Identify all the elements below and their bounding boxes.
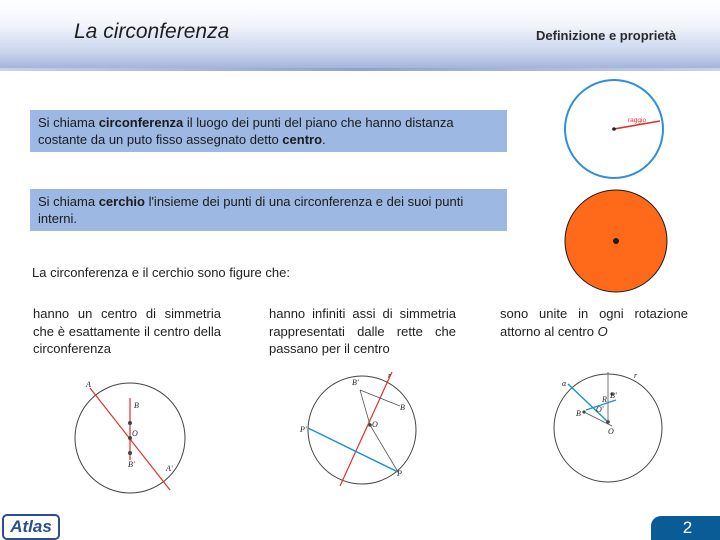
def-text: l'insieme dei punti di una circonferenza e dei suoi punti interni.: [38, 194, 464, 226]
atlas-logo: Atlas: [2, 514, 60, 540]
axes-symmetry-diagram: [300, 370, 420, 490]
label-B: B: [576, 409, 581, 418]
properties-intro: La circonferenza e il cerchio sono figure che:: [32, 265, 290, 280]
label-B: B: [400, 403, 405, 412]
label-P: P: [397, 469, 402, 478]
def-term: circonferenza: [98, 115, 184, 130]
label-r: r: [388, 371, 392, 380]
central-symmetry-diagram: [72, 380, 188, 496]
label-P-prime: P': [300, 425, 307, 434]
label-r: r: [634, 371, 638, 380]
circumference-figure: [560, 75, 670, 185]
definition-circonferenza: [30, 110, 507, 152]
label-B-prime: B': [128, 460, 135, 469]
label-B-prime: B': [610, 391, 617, 400]
property-item-2: hanno infiniti assi di simmetria rappresentati dalle rette che passano per il centro: [269, 306, 456, 356]
label-B: B: [134, 401, 139, 410]
label-R: R: [602, 395, 607, 404]
def-text: il luogo dei punti del piano che hanno distanza costante da un puto fisso assegnato detto: [38, 115, 454, 147]
label-O: O: [132, 429, 138, 438]
def-term: cerchio: [98, 194, 145, 209]
label-A: A: [86, 380, 91, 389]
definition-cerchio: [30, 189, 507, 231]
page-title: La circonferenza: [74, 20, 230, 43]
def-text: Si chiama: [38, 115, 99, 130]
center-symbol: O: [597, 323, 608, 339]
label-B-prime: B': [352, 378, 359, 387]
rotation-diagram: [550, 372, 670, 492]
header-divider: [0, 68, 720, 71]
property-item-3: [500, 305, 688, 340]
section-subtitle: Definizione e proprietà: [536, 28, 677, 43]
page-number: 2: [682, 518, 693, 537]
label-A-prime: A': [166, 464, 173, 473]
def-term: centro: [282, 132, 323, 147]
def-text: Si chiama: [38, 194, 99, 209]
label-O: O: [608, 427, 614, 436]
property-item-1: hanno un centro di simmetria che è esattamente il centro della circonferenza: [33, 306, 221, 356]
label-alpha: α: [562, 379, 567, 388]
page-number-badge: [651, 516, 720, 540]
radius-label: raggio: [628, 117, 647, 124]
disk-figure: [562, 187, 670, 295]
property-text: sono unite in ogni rotazione attorno al centro: [500, 306, 688, 339]
label-O-prime: O': [596, 405, 604, 414]
label-O: O: [372, 420, 378, 429]
def-text: .: [322, 132, 326, 147]
